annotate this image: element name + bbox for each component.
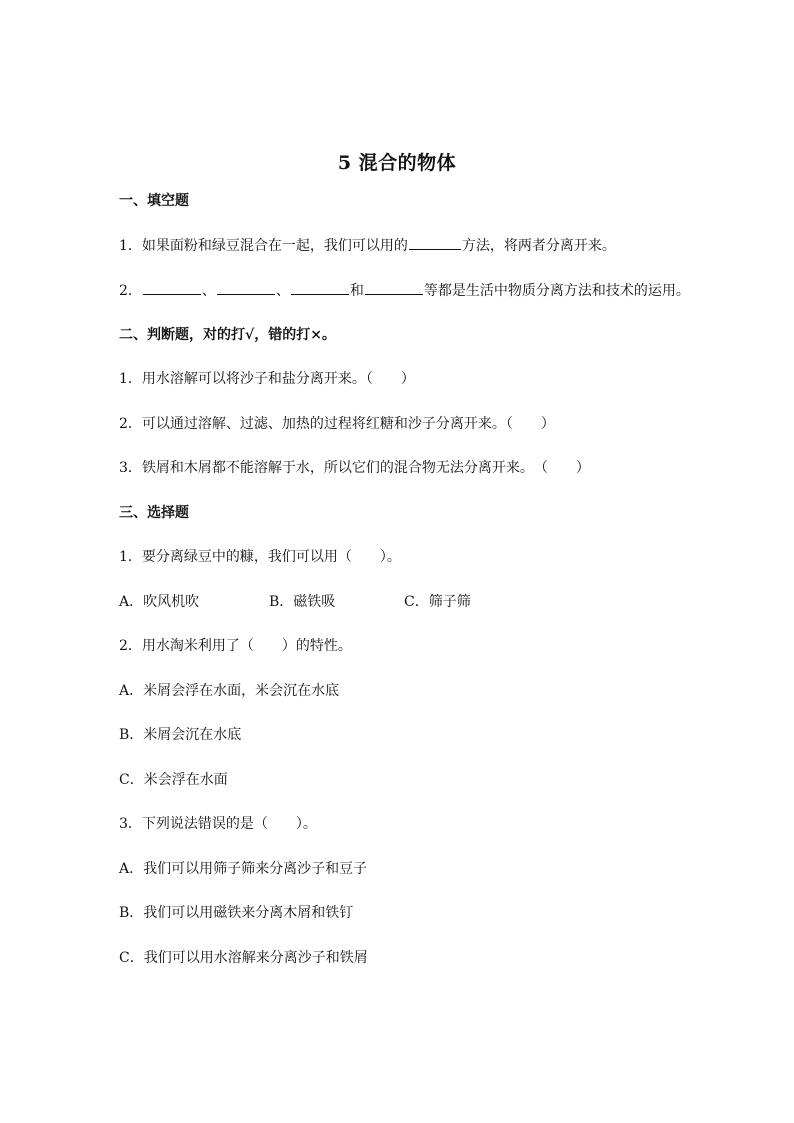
fill-question-1	[119, 235, 616, 256]
section-heading-multiple-choice: 三、选择题	[119, 505, 189, 521]
judge-question-3: 3．铁屑和木屑都不能溶解于水，所以它们的混合物无法分离开来。 （ ）	[119, 460, 590, 476]
answer-blank[interactable]	[291, 280, 349, 295]
judge-question-1: 1．用水溶解可以将沙子和盐分离开来。（ ）	[119, 371, 415, 387]
page-title: 5 混合的物体	[337, 152, 457, 174]
choice-question-3-option-a[interactable]: A．我们可以用筛子筛来分离沙子和豆子	[119, 861, 368, 877]
fill-question-2-suffix: 等都是生活中物质分离方法和技术的运用。	[423, 283, 690, 299]
choice-question-2-option-c[interactable]: C．米会浮在水面	[119, 772, 228, 788]
answer-blank[interactable]	[217, 280, 275, 295]
option-b[interactable]: B．磁铁吸	[269, 594, 336, 610]
fill-question-2-sep: 和	[349, 283, 364, 299]
choice-question-2-stem: 2．用水淘米利用了（ ）的特性。	[119, 638, 352, 654]
judge-question-2: 2．可以通过溶解、过滤、加热的过程将红糖和沙子分离开来。（ ）	[119, 416, 555, 432]
fill-question-1-prefix: 1．如果面粉和绿豆混合在一起，我们可以用的	[119, 238, 408, 254]
choice-question-2-option-a[interactable]: A．米屑会浮在水面，米会沉在水底	[119, 683, 340, 699]
choice-question-3-stem: 3．下列说法错误的是（ ）。	[119, 816, 317, 832]
answer-blank[interactable]	[409, 235, 461, 250]
section-heading-fill-in: 一、填空题	[119, 193, 189, 209]
fill-question-2-sep: 、	[275, 283, 290, 299]
choice-question-1-options	[119, 592, 471, 612]
choice-question-3-option-c[interactable]: C．我们可以用水溶解来分离沙子和铁屑	[119, 950, 368, 966]
fill-question-1-suffix: 方法，将两者分离开来。	[461, 238, 616, 254]
fill-question-2-sep: 、	[201, 283, 216, 299]
section-heading-true-false: 二、判断题，对的打√，错的打×。	[119, 327, 336, 343]
option-c[interactable]: C．筛子筛	[404, 594, 471, 610]
answer-blank[interactable]	[143, 280, 201, 295]
choice-question-2-option-b[interactable]: B．米屑会沉在水底	[119, 727, 242, 743]
choice-question-1-stem: 1．要分离绿豆中的糠，我们可以用（ ）。	[119, 549, 401, 565]
option-a[interactable]: A．吹风机吹	[119, 594, 200, 610]
choice-question-3-option-b[interactable]: B．我们可以用磁铁来分离木屑和铁钉	[119, 905, 354, 921]
fill-question-2	[119, 280, 690, 301]
fill-question-2-prefix: 2．	[119, 283, 142, 299]
answer-blank[interactable]	[365, 280, 423, 295]
